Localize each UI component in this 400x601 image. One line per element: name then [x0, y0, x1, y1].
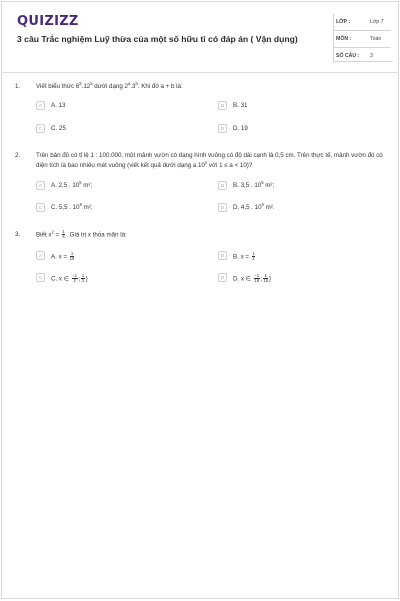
info-label: MÔN : [336, 36, 352, 42]
option-letter-box: D [218, 273, 227, 282]
option-text: A. x = $\frac{1}{16}$ [51, 251, 75, 262]
info-box [333, 14, 391, 64]
fraction: $\frac{1}{16}$ [263, 273, 269, 284]
fraction: $\frac{1}{2}$ [252, 251, 255, 262]
option-letter-box: B [218, 181, 227, 190]
header-divider [2, 72, 398, 73]
option-text: C. 5,5 . $10^5$ m²; [51, 202, 93, 211]
option-text: D. 19 [233, 125, 248, 132]
info-value: Toán [370, 36, 382, 42]
info-row-class [333, 14, 391, 31]
fraction: $\frac{1}{2}$ [81, 273, 85, 284]
option-text: B. x = $\frac{1}{2}$ [233, 251, 255, 262]
option-letter-box: B [218, 101, 227, 110]
option-letter-box: C [36, 203, 45, 212]
question-text: Biết $x^2$ = $\frac{1}{4}$ . Giá trị x thỏa mãn là: [36, 229, 127, 240]
info-value: Lớp 7 [370, 19, 384, 25]
question-number: 3. [15, 231, 21, 238]
info-label: LỚP : [336, 19, 351, 25]
option-letter-box: C [36, 124, 45, 133]
option-letter-box: B [218, 251, 227, 260]
option-text: C. 25 [51, 125, 66, 132]
fraction: $\frac{-1}{16}$ [254, 273, 260, 284]
worksheet-page [1, 1, 399, 599]
fraction: $\frac{-1}{2}$ [72, 273, 78, 284]
info-label: SỐ CÂU : [336, 53, 360, 59]
option-letter-box: A [36, 251, 45, 260]
option-text: C. x ∈ $\frac{-1}{2}$ ; $\frac{1}{2}$ } [51, 273, 88, 284]
option-letter-box: C [36, 273, 45, 282]
question-number: 2. [15, 152, 21, 159]
question-number: 1. [15, 83, 21, 90]
option-text: D. x ∈ $\frac{-1}{16}$ ; $\frac{1}{16}$ } [233, 273, 272, 284]
option-text: A. 13 [51, 102, 66, 109]
option-letter-box: A [36, 181, 45, 190]
option-letter-box: A [36, 101, 45, 110]
header [2, 2, 398, 74]
option-text: B. 31 [233, 102, 248, 109]
option-text: A. 2,5 . $10^5$ m²; [51, 180, 93, 189]
info-box-border [333, 61, 393, 62]
info-row-subject [333, 31, 391, 48]
option-text: D. 4,5 . $10^5$ m². [233, 202, 275, 211]
question-text: Trên bản đồ có tỉ lệ 1 : 100.000, một mảnh vườn có dạng hình vuông có độ dài cạnh là 0,5 cm. Trên thực tế, mảnh vườn đó có diện tích là bao nhiêu mét vuông (viết kết quả dưới dạng a.10$^n$ với 1 ≤ a < 10)? [36, 152, 383, 169]
info-value: 3 [370, 53, 373, 59]
fraction: $\frac{1}{16}$ [69, 251, 75, 262]
fraction: $\frac{1}{4}$ [62, 229, 65, 240]
quizizz-logo: QUIZIZZ [17, 14, 79, 29]
page-title: 3 câu Trắc nghiệm Luỹ thừa của một số hữu tỉ có đáp án ( Vận dụng) [17, 34, 298, 44]
question-text: Viết biểu thức $6^3.12^5$ dưới dạng 2$^a$.3$^b$. Khi đó a + b là: [36, 81, 183, 90]
option-text: B. 3,5 . $10^5$ m²; [233, 180, 275, 189]
option-letter-box: D [218, 124, 227, 133]
option-letter-box: D [218, 203, 227, 212]
